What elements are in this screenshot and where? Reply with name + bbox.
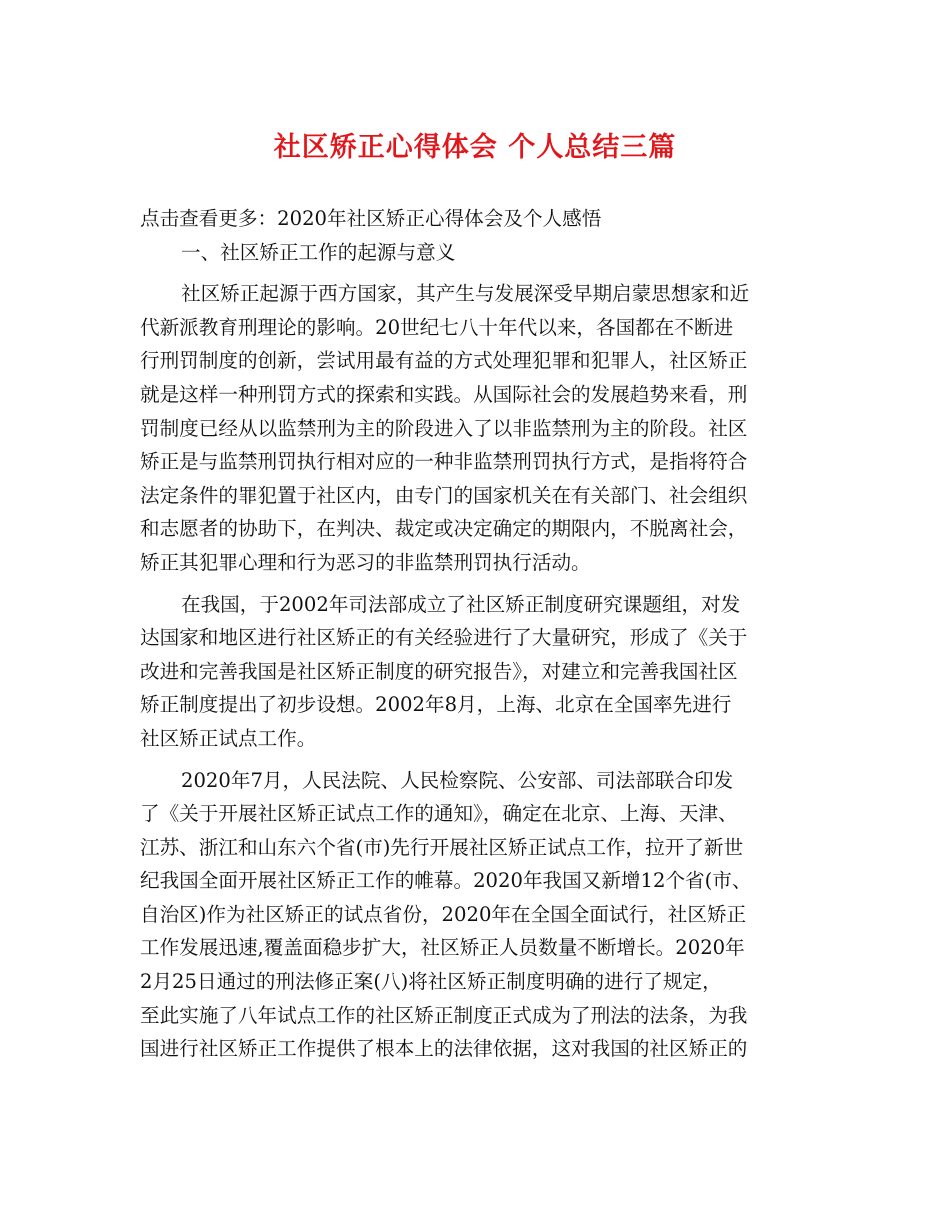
- more-link[interactable]: 点击查看更多：2020年社区矫正心得体会及个人感悟: [140, 207, 602, 230]
- paragraph-line: 矫正其犯罪心理和行为恶习的非监禁刑罚执行活动。: [140, 550, 591, 574]
- section-heading: 一、社区矫正工作的起源与意义: [181, 240, 456, 264]
- paragraph-1: [140, 277, 812, 579]
- paragraph-line: 在我国，于2002年司法部成立了社区矫正制度研究课题组，对发: [181, 592, 741, 616]
- paragraph-2: [140, 588, 812, 756]
- paragraph-3: [140, 764, 812, 1066]
- paragraph-line: 和志愿者的协助下，在判决、裁定或决定确定的期限内，不脱离社会，: [140, 517, 748, 541]
- paragraph-line: 2020年7月，人民法院、人民检察院、公安部、司法部联合印发: [181, 768, 734, 792]
- paragraph-line: 行刑罚制度的创新，尝试用最有益的方式处理犯罪和犯罪人，社区矫正: [140, 349, 748, 373]
- paragraph-line: 就是这样一种刑罚方式的探索和实践。从国际社会的发展趋势来看，刑: [140, 382, 748, 406]
- paragraph-line: 自治区)作为社区矫正的试点省份，2020年在全国全面试行，社区矫正: [140, 902, 747, 926]
- paragraph-line: 社区矫正试点工作。: [140, 726, 317, 750]
- paragraph-line: 矫正是与监禁刑罚执行相对应的一种非监禁刑罚执行方式，是指将符合: [140, 450, 748, 474]
- paragraph-line: 社区矫正起源于西方国家，其产生与发展深受早期启蒙思想家和近: [181, 282, 750, 306]
- paragraph-line: 了《关于开展社区矫正试点工作的通知》，确定在北京、上海、天津、: [140, 802, 738, 826]
- paragraph-line: 矫正制度提出了初步设想。2002年8月，上海、北京在全国率先进行: [140, 693, 732, 717]
- document-body: [140, 202, 812, 1066]
- intro-block: [140, 202, 812, 269]
- document-title: 社区矫正心得体会 个人总结三篇: [273, 132, 677, 163]
- paragraph-line: 江苏、浙江和山东六个省(市)先行开展社区矫正试点工作，拉开了新世: [140, 835, 744, 859]
- paragraph-line: 罚制度已经从以监禁刑为主的阶段进入了以非监禁刑为主的阶段。社区: [140, 416, 748, 440]
- paragraph-line: 国进行社区矫正工作提供了根本上的法律依据，这对我国的社区矫正的: [140, 1037, 748, 1061]
- paragraph-line: 工作发展迅速,覆盖面稳步扩大，社区矫正人员数量不断增长。2020年: [140, 936, 745, 960]
- paragraph-line: 2月25日通过的刑法修正案(八)将社区矫正制度明确的进行了规定，: [140, 970, 722, 994]
- paragraph-line: 达国家和地区进行社区矫正的有关经验进行了大量研究，形成了《关于: [140, 626, 748, 650]
- paragraph-line: 纪我国全面开展社区矫正工作的帷幕。2020年我国又新增12个省(市、: [140, 869, 752, 893]
- paragraph-line: 至此实施了八年试点工作的社区矫正制度正式成为了刑法的法条，为我: [140, 1003, 748, 1027]
- paragraph-line: 代新派教育刑理论的影响。20世纪七八十年代以来，各国都在不断进: [140, 315, 734, 339]
- paragraph-line: 改进和完善我国是社区矫正制度的研究报告》，对建立和完善我国社区: [140, 659, 738, 683]
- paragraph-line: 法定条件的罪犯置于社区内，由专门的国家机关在有关部门、社会组织: [140, 483, 748, 507]
